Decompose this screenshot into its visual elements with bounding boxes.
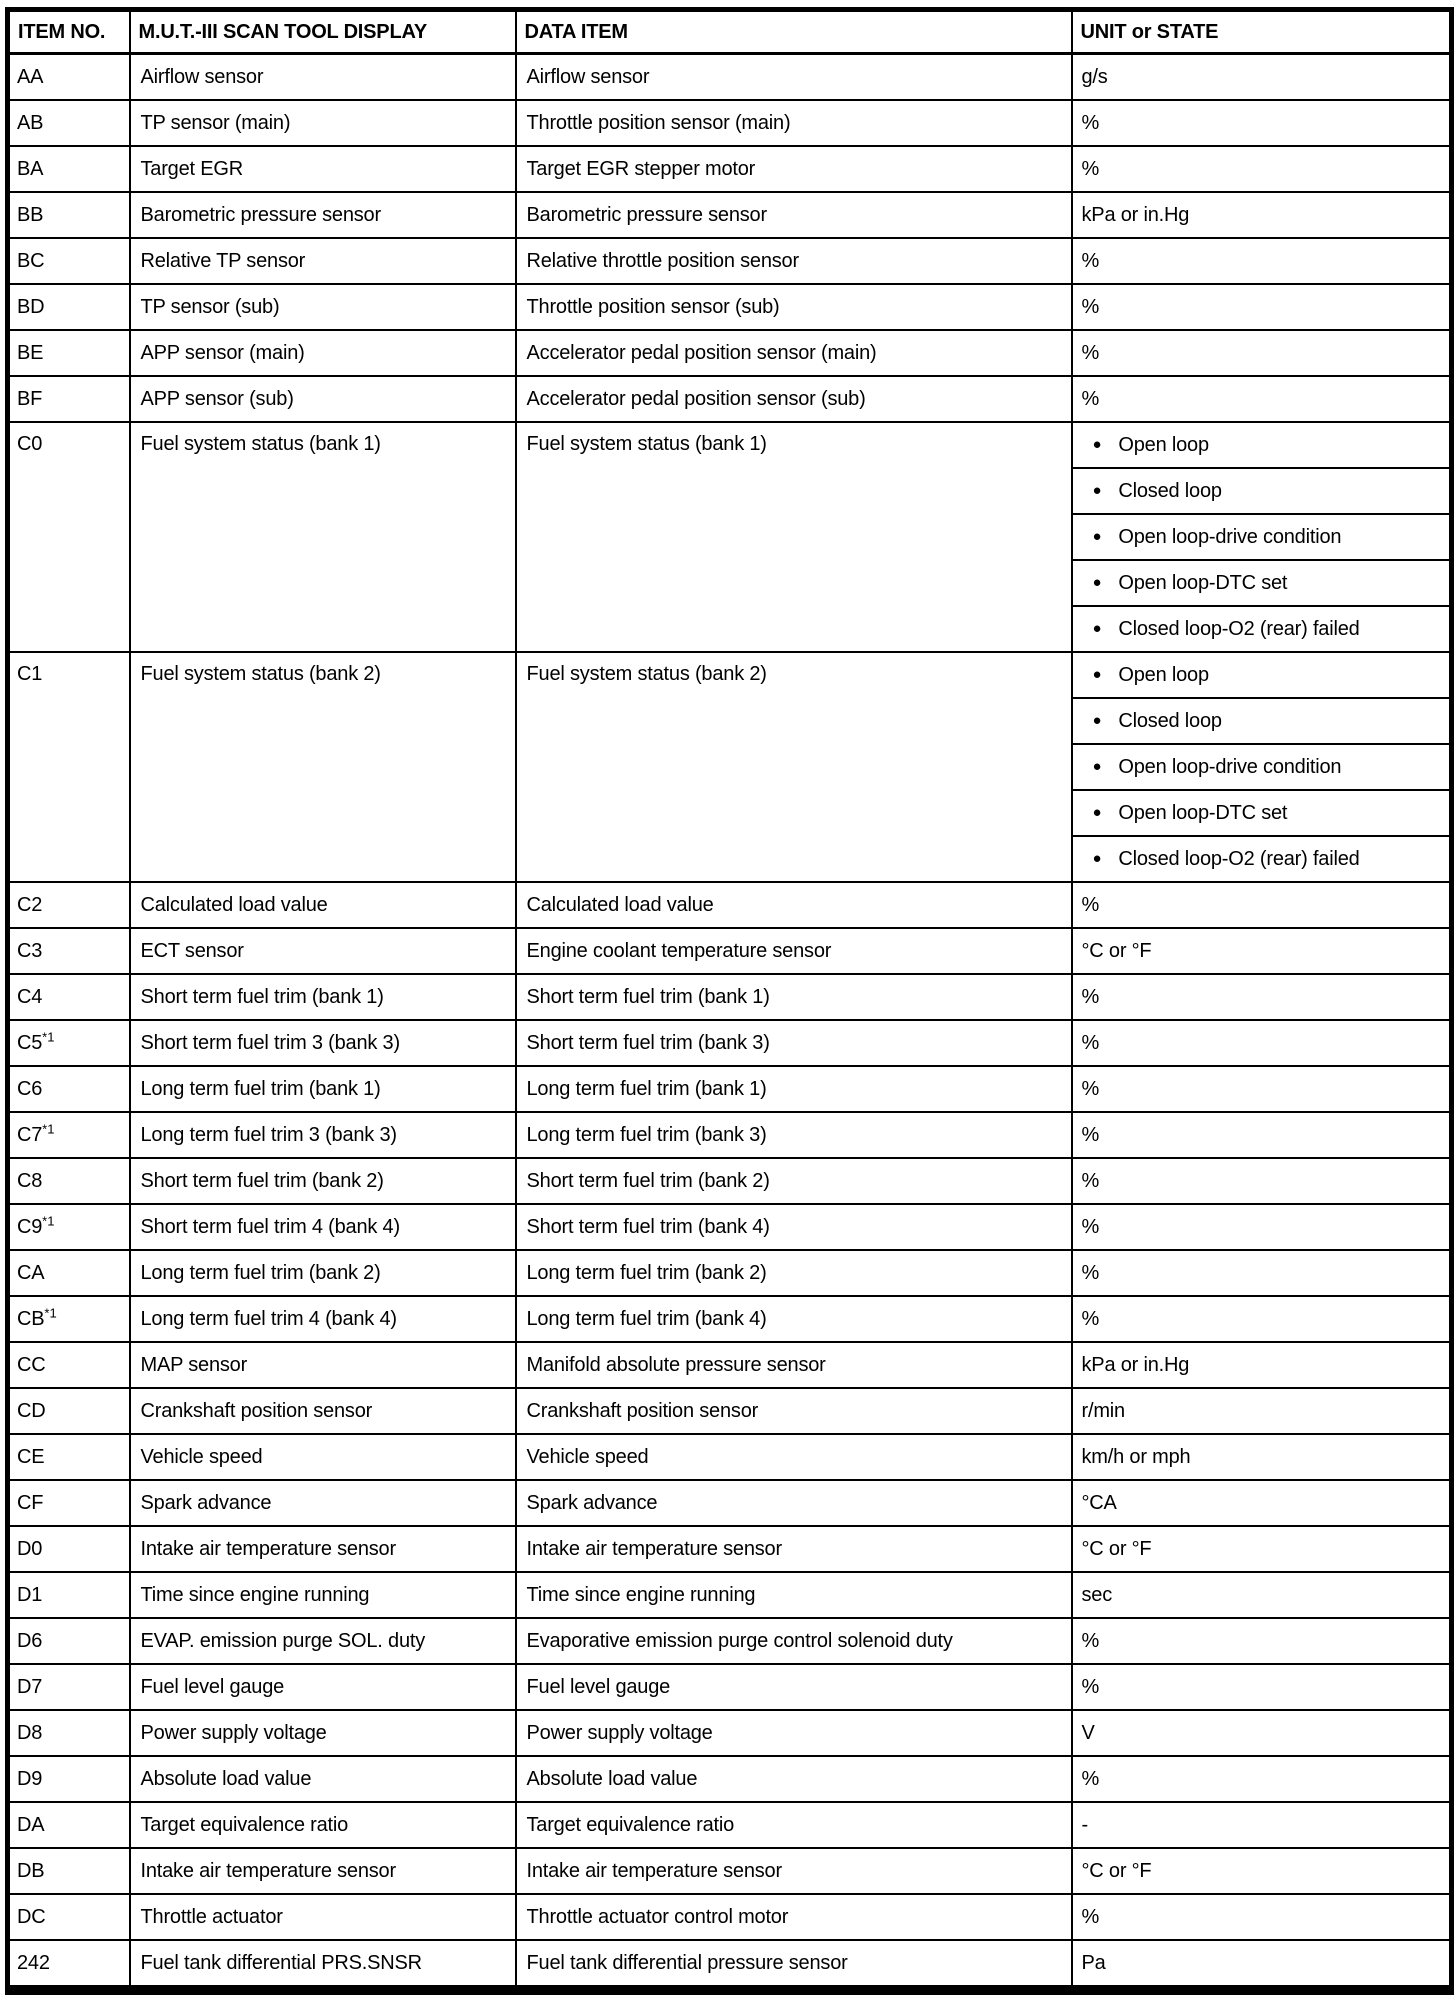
unit-cell: °C or °F [1072, 1848, 1452, 1894]
scan-tool-display-cell: TP sensor (main) [130, 100, 516, 146]
data-item-cell: Intake air temperature sensor [516, 1848, 1072, 1894]
scan-tool-display-cell: Short term fuel trim (bank 2) [130, 1158, 516, 1204]
state-cell [1072, 422, 1452, 468]
state-label: Open loop [1118, 664, 1209, 686]
scan-tool-display-cell: Intake air temperature sensor [130, 1848, 516, 1894]
unit-cell: % [1072, 330, 1452, 376]
scan-tool-display-cell: TP sensor (sub) [130, 284, 516, 330]
table-row [8, 974, 1452, 1020]
footnote-marker: *1 [42, 1213, 55, 1229]
bullet-icon: ● [1092, 712, 1102, 729]
data-item-cell: Spark advance [516, 1480, 1072, 1526]
data-item-cell: Long term fuel trim (bank 2) [516, 1250, 1072, 1296]
unit-cell: kPa or in.Hg [1072, 1342, 1452, 1388]
unit-cell: V [1072, 1710, 1452, 1756]
scan-tool-display-cell: Short term fuel trim (bank 1) [130, 974, 516, 1020]
scan-tool-display-cell: Fuel tank differential PRS.SNSR [130, 1940, 516, 1990]
state-label: Closed loop-O2 (rear) failed [1118, 848, 1360, 870]
state-label: Open loop-drive condition [1118, 526, 1342, 548]
item-no-cell: AA [8, 54, 130, 101]
table-row [8, 376, 1452, 422]
item-no-cell: C5$^{*1}$ [8, 1020, 130, 1066]
scan-tool-display-cell: Fuel level gauge [130, 1664, 516, 1710]
unit-cell: % [1072, 100, 1452, 146]
item-no-cell: CD [8, 1388, 130, 1434]
item-no-cell: D9 [8, 1756, 130, 1802]
header-item-no: ITEM NO. [8, 10, 130, 54]
item-no-cell: C8 [8, 1158, 130, 1204]
table-row [8, 652, 1452, 698]
data-item-cell: Airflow sensor [516, 54, 1072, 101]
scan-tool-display-cell: Calculated load value [130, 882, 516, 928]
bullet-icon: ● [1092, 666, 1102, 683]
table-row [8, 1480, 1452, 1526]
state-label: Closed loop-O2 (rear) failed [1118, 618, 1360, 640]
unit-cell: % [1072, 1894, 1452, 1940]
item-no-cell: AB [8, 100, 130, 146]
table-row [8, 422, 1452, 468]
data-item-cell: Time since engine running [516, 1572, 1072, 1618]
footnote-marker: *1 [42, 1121, 55, 1137]
scan-tool-display-cell: MAP sensor [130, 1342, 516, 1388]
data-item-cell: Short term fuel trim (bank 3) [516, 1020, 1072, 1066]
item-no-cell: BB [8, 192, 130, 238]
unit-cell: % [1072, 238, 1452, 284]
item-no-cell: C9$^{*1}$ [8, 1204, 130, 1250]
data-item-cell: Manifold absolute pressure sensor [516, 1342, 1072, 1388]
table-row [8, 1710, 1452, 1756]
data-item-cell: Engine coolant temperature sensor [516, 928, 1072, 974]
bullet-icon: ● [1092, 804, 1102, 821]
item-no-cell: 242 [8, 1940, 130, 1990]
unit-cell: - [1072, 1802, 1452, 1848]
data-item-cell: Long term fuel trim (bank 1) [516, 1066, 1072, 1112]
table-row [8, 238, 1452, 284]
state-label: Closed loop [1118, 710, 1222, 732]
scan-tool-display-cell: Short term fuel trim 3 (bank 3) [130, 1020, 516, 1066]
table-row [8, 1894, 1452, 1940]
scan-tool-display-cell: Long term fuel trim (bank 2) [130, 1250, 516, 1296]
header-data-item: DATA ITEM [516, 10, 1072, 54]
unit-cell: % [1072, 882, 1452, 928]
data-item-cell: Fuel level gauge [516, 1664, 1072, 1710]
item-no-cell: C6 [8, 1066, 130, 1112]
table-row [8, 1342, 1452, 1388]
scan-tool-display-cell: APP sensor (main) [130, 330, 516, 376]
table-row [8, 1204, 1452, 1250]
table-row [8, 1020, 1452, 1066]
state-cell [1072, 698, 1452, 744]
data-item-cell: Target equivalence ratio [516, 1802, 1072, 1848]
item-no-cell: DC [8, 1894, 130, 1940]
data-item-cell: Fuel system status (bank 2) [516, 652, 1072, 882]
unit-cell: % [1072, 146, 1452, 192]
state-label: Closed loop [1118, 480, 1222, 502]
unit-cell: % [1072, 1204, 1452, 1250]
item-no-cell: C3 [8, 928, 130, 974]
table-row [8, 1848, 1452, 1894]
scan-tool-display-cell: Fuel system status (bank 2) [130, 652, 516, 882]
footnote-marker: *1 [42, 1029, 55, 1045]
scan-tool-display-cell: Airflow sensor [130, 54, 516, 101]
item-no-cell: BC [8, 238, 130, 284]
table-row [8, 192, 1452, 238]
data-item-cell: Accelerator pedal position sensor (sub) [516, 376, 1072, 422]
scan-tool-display-cell: Vehicle speed [130, 1434, 516, 1480]
table-row [8, 284, 1452, 330]
data-item-cell: Throttle position sensor (sub) [516, 284, 1072, 330]
table-row [8, 1296, 1452, 1342]
scan-tool-display-cell: Long term fuel trim 4 (bank 4) [130, 1296, 516, 1342]
scan-tool-display-cell: Relative TP sensor [130, 238, 516, 284]
data-item-cell: Intake air temperature sensor [516, 1526, 1072, 1572]
table-row [8, 1526, 1452, 1572]
unit-cell: sec [1072, 1572, 1452, 1618]
table-row [8, 54, 1452, 101]
table-body [8, 54, 1452, 1991]
data-item-cell: Throttle actuator control motor [516, 1894, 1072, 1940]
scan-tool-display-cell: APP sensor (sub) [130, 376, 516, 422]
table-row [8, 1158, 1452, 1204]
unit-cell: % [1072, 1664, 1452, 1710]
scan-tool-display-cell: Throttle actuator [130, 1894, 516, 1940]
table-header [8, 10, 1452, 54]
item-no-cell: DA [8, 1802, 130, 1848]
bullet-icon: ● [1092, 528, 1102, 545]
table-row [8, 1388, 1452, 1434]
scan-tool-display-cell: Power supply voltage [130, 1710, 516, 1756]
unit-cell: % [1072, 1158, 1452, 1204]
scan-tool-display-cell: Time since engine running [130, 1572, 516, 1618]
state-cell [1072, 744, 1452, 790]
state-cell [1072, 790, 1452, 836]
state-label: Open loop-DTC set [1118, 572, 1288, 594]
state-cell [1072, 514, 1452, 560]
table-row [8, 1664, 1452, 1710]
item-no-cell: BF [8, 376, 130, 422]
data-item-cell: Throttle position sensor (main) [516, 100, 1072, 146]
unit-cell: °C or °F [1072, 1526, 1452, 1572]
header-row [8, 10, 1452, 54]
table-row [8, 146, 1452, 192]
data-item-cell: Long term fuel trim (bank 4) [516, 1296, 1072, 1342]
unit-cell: g/s [1072, 54, 1452, 101]
data-item-cell: Short term fuel trim (bank 2) [516, 1158, 1072, 1204]
scan-tool-display-cell: Fuel system status (bank 1) [130, 422, 516, 652]
scan-tool-display-cell: Short term fuel trim 4 (bank 4) [130, 1204, 516, 1250]
state-cell [1072, 468, 1452, 514]
state-label: Open loop [1118, 434, 1209, 456]
table-row [8, 1940, 1452, 1990]
item-no-cell: D6 [8, 1618, 130, 1664]
table-row [8, 1618, 1452, 1664]
unit-cell: Pa [1072, 1940, 1452, 1990]
item-no-cell: C1 [8, 652, 130, 882]
item-no-cell: C2 [8, 882, 130, 928]
unit-cell: kPa or in.Hg [1072, 192, 1452, 238]
unit-cell: % [1072, 974, 1452, 1020]
data-item-cell: Fuel system status (bank 1) [516, 422, 1072, 652]
data-item-cell: Accelerator pedal position sensor (main) [516, 330, 1072, 376]
scan-tool-data-table [5, 7, 1454, 1995]
item-no-cell: C0 [8, 422, 130, 652]
scan-tool-display-cell: Barometric pressure sensor [130, 192, 516, 238]
data-item-cell: Vehicle speed [516, 1434, 1072, 1480]
scan-tool-display-cell: Long term fuel trim 3 (bank 3) [130, 1112, 516, 1158]
item-no-cell: D7 [8, 1664, 130, 1710]
table-row [8, 1756, 1452, 1802]
state-label: Open loop-DTC set [1118, 802, 1288, 824]
table-row [8, 1434, 1452, 1480]
bullet-icon: ● [1092, 482, 1102, 499]
unit-cell: km/h or mph [1072, 1434, 1452, 1480]
item-no-cell: D8 [8, 1710, 130, 1756]
unit-cell: % [1072, 1756, 1452, 1802]
scan-tool-display-cell: EVAP. emission purge SOL. duty [130, 1618, 516, 1664]
state-cell [1072, 652, 1452, 698]
unit-cell: °C or °F [1072, 928, 1452, 974]
bullet-icon: ● [1092, 574, 1102, 591]
item-no-cell: BA [8, 146, 130, 192]
bullet-icon: ● [1092, 850, 1102, 867]
table-row [8, 1066, 1452, 1112]
unit-cell: % [1072, 1296, 1452, 1342]
data-item-cell: Fuel tank differential pressure sensor [516, 1940, 1072, 1990]
unit-cell: °CA [1072, 1480, 1452, 1526]
item-no-cell: CC [8, 1342, 130, 1388]
footnote-marker: *1 [44, 1305, 57, 1321]
item-no-cell: DB [8, 1848, 130, 1894]
table-row [8, 1572, 1452, 1618]
item-no-cell: D1 [8, 1572, 130, 1618]
data-item-cell: Relative throttle position sensor [516, 238, 1072, 284]
scan-tool-display-cell: ECT sensor [130, 928, 516, 974]
item-no-cell: C7$^{*1}$ [8, 1112, 130, 1158]
bullet-icon: ● [1092, 758, 1102, 775]
data-item-cell: Short term fuel trim (bank 1) [516, 974, 1072, 1020]
scan-tool-display-cell: Spark advance [130, 1480, 516, 1526]
unit-cell: % [1072, 1250, 1452, 1296]
table-row [8, 928, 1452, 974]
unit-cell: r/min [1072, 1388, 1452, 1434]
data-item-cell: Long term fuel trim (bank 3) [516, 1112, 1072, 1158]
item-no-cell: D0 [8, 1526, 130, 1572]
scan-tool-display-cell: Target EGR [130, 146, 516, 192]
table-row [8, 1250, 1452, 1296]
table-row [8, 1112, 1452, 1158]
item-no-cell: CA [8, 1250, 130, 1296]
header-unit-or-state: UNIT or STATE [1072, 10, 1452, 54]
scan-tool-display-cell: Absolute load value [130, 1756, 516, 1802]
data-item-cell: Absolute load value [516, 1756, 1072, 1802]
bullet-icon: ● [1092, 436, 1102, 453]
state-label: Open loop-drive condition [1118, 756, 1342, 778]
data-item-cell: Target EGR stepper motor [516, 146, 1072, 192]
item-no-cell: CB$^{*1}$ [8, 1296, 130, 1342]
data-item-cell: Barometric pressure sensor [516, 192, 1072, 238]
item-no-cell: BD [8, 284, 130, 330]
item-no-cell: C4 [8, 974, 130, 1020]
scan-tool-display-cell: Long term fuel trim (bank 1) [130, 1066, 516, 1112]
item-no-cell: BE [8, 330, 130, 376]
data-item-cell: Short term fuel trim (bank 4) [516, 1204, 1072, 1250]
state-cell [1072, 560, 1452, 606]
header-scan-tool-display: M.U.T.-III SCAN TOOL DISPLAY [130, 10, 516, 54]
bullet-icon: ● [1092, 620, 1102, 637]
data-item-cell: Calculated load value [516, 882, 1072, 928]
scan-tool-display-cell: Intake air temperature sensor [130, 1526, 516, 1572]
unit-cell: % [1072, 1020, 1452, 1066]
item-no-cell: CE [8, 1434, 130, 1480]
unit-cell: % [1072, 284, 1452, 330]
unit-cell: % [1072, 1618, 1452, 1664]
unit-cell: % [1072, 1066, 1452, 1112]
table-row [8, 882, 1452, 928]
table-row [8, 1802, 1452, 1848]
state-cell [1072, 606, 1452, 652]
state-cell [1072, 836, 1452, 882]
unit-cell: % [1072, 1112, 1452, 1158]
data-item-cell: Power supply voltage [516, 1710, 1072, 1756]
item-no-cell: CF [8, 1480, 130, 1526]
data-item-cell: Crankshaft position sensor [516, 1388, 1072, 1434]
unit-cell: % [1072, 376, 1452, 422]
scan-tool-display-cell: Target equivalence ratio [130, 1802, 516, 1848]
table-row [8, 330, 1452, 376]
scan-tool-display-cell: Crankshaft position sensor [130, 1388, 516, 1434]
data-item-cell: Evaporative emission purge control solenoid duty [516, 1618, 1072, 1664]
table-row [8, 100, 1452, 146]
